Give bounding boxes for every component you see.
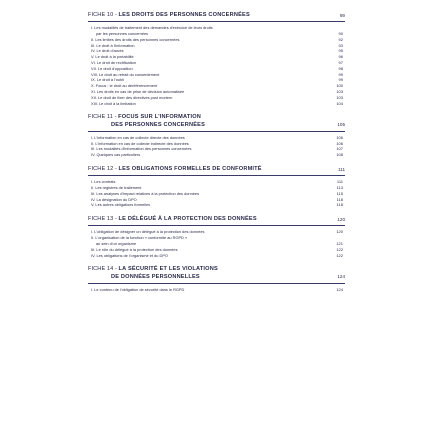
fiche-rule (88, 21, 345, 22)
fiche-title-line-2: DES PERSONNES CONCERNÉES (111, 121, 206, 128)
toc-entry-page: 97 (338, 59, 343, 65)
fiche-page-number: 105 (337, 122, 345, 128)
fiche-13 (88, 216, 345, 258)
toc-entry-text: VI. Le droit de rectification (91, 59, 136, 65)
toc-entry-text: IV. Quelques cas particuliers (91, 152, 141, 158)
fiche-title: LA SÉCURITÉ ET LES VIOLATIONS (118, 266, 218, 273)
fiche-items (88, 135, 345, 158)
toc-entry[interactable] (88, 253, 345, 259)
toc-entry-page: 111 (336, 179, 343, 185)
toc-entry-text: III. Les analyses d'impact relatives à la protection des données (91, 190, 200, 196)
toc-entry[interactable] (88, 101, 345, 107)
toc-entry-page: 106 (336, 140, 343, 146)
toc-entry[interactable] (88, 152, 345, 158)
toc-entry-text: IV. Les obligations de l'organisme et du DPO (91, 252, 168, 258)
fiche-title: FOCUS SUR L'INFORMATION (118, 114, 202, 121)
toc-entry-page: 107 (336, 146, 343, 152)
fiche-rule (88, 131, 345, 132)
fiche-title-line-2: DE DONNÉES PERSONNELLES (111, 273, 200, 280)
toc-entry-page: 98 (338, 65, 343, 71)
toc-entry-page: 90 (338, 31, 343, 36)
toc-entry[interactable] (88, 202, 345, 208)
table-of-contents (88, 12, 345, 293)
toc-entry-text: I. L'information en cas de collecte directe des données (91, 134, 185, 140)
fiche-items (88, 229, 345, 258)
fiche-items (88, 287, 345, 293)
toc-entry-page: 103 (336, 94, 343, 100)
toc-entry-page: 95 (338, 48, 343, 54)
toc-entry-text: I. Les contrats (91, 179, 116, 185)
toc-entry-page: 92 (338, 36, 343, 42)
toc-entry-text: X. Focus : le droit au déréférencement (91, 83, 158, 89)
toc-entry-text: I. Les modalités de traitement des demandes d'exercice de leurs droits (91, 25, 213, 31)
fiche-11 (88, 114, 345, 158)
fiche-title: LE DÉLÉGUÉ À LA PROTECTION DES DONNÉES (118, 216, 257, 223)
toc-entry-text: IV. Le droit d'accès (91, 48, 124, 54)
toc-entry-page: 120 (336, 229, 343, 235)
fiche-label: FICHE 14 - (88, 266, 117, 273)
fiche-heading[interactable] (88, 12, 345, 19)
fiche-page-number: 124 (337, 274, 345, 280)
toc-entry[interactable] (88, 287, 345, 293)
toc-entry-text: XI. Les droits en cas de prise de décision automatisée (91, 88, 185, 94)
toc-entry-text: V. Le droit à la portabilité (91, 54, 134, 60)
toc-entry-text: IV. La désignation du DPO (91, 196, 137, 202)
fiche-label: FICHE 11 - (88, 114, 117, 121)
toc-entry-page: 96 (338, 54, 343, 60)
toc-entry-page: 99 (338, 77, 343, 83)
toc-entry-page: 115 (336, 190, 343, 196)
fiche-rule (88, 175, 345, 176)
fiche-items (88, 179, 345, 208)
toc-entry-page: 121 (336, 240, 343, 246)
toc-entry-page: 103 (336, 88, 343, 94)
fiche-rule (88, 225, 345, 226)
fiche-items (88, 25, 345, 106)
toc-entry-text: II. Les limites des droits des personnes concernées (91, 36, 180, 42)
toc-entry-text: I. L'obligation de désigner un délégué à la protection des données (91, 229, 205, 235)
toc-entry-text: IX. Le droit à l'oubli (91, 77, 124, 83)
fiche-title: LES OBLIGATIONS FORMELLES DE CONFORMITÉ (118, 165, 262, 172)
fiche-label: FICHE 13 - (88, 216, 117, 223)
toc-entry-text: par les personnes concernées (96, 31, 149, 36)
toc-entry-page: 113 (336, 184, 343, 190)
fiche-10 (88, 12, 345, 106)
fiche-label: FICHE 12 - (88, 165, 117, 172)
spacer (88, 158, 345, 166)
toc-entry-page: 108 (336, 152, 343, 158)
fiche-page-number: 120 (337, 217, 345, 223)
fiche-page-number: 111 (338, 166, 345, 172)
fiche-title: LES DROITS DES PERSONNES CONCERNÉES (118, 12, 250, 18)
toc-entry-text: II. L'information en cas de collecte indirecte des données (91, 140, 189, 146)
toc-entry-page: 124 (336, 286, 343, 292)
spacer (88, 208, 345, 216)
toc-entry-page: 93 (338, 42, 343, 48)
toc-entry-page: 122 (336, 252, 343, 258)
fiche-heading[interactable] (88, 266, 345, 280)
toc-entry-text: VII. Le droit d'opposition (91, 65, 133, 71)
fiche-heading[interactable] (88, 114, 345, 128)
toc-entry-page: 100 (336, 83, 343, 89)
fiche-page-number: 89 (339, 13, 345, 18)
fiche-rule (88, 283, 345, 284)
toc-entry-text: au sein d'un organisme (96, 240, 137, 246)
toc-entry-text: II. L'organisation de la fonction « conformité au RGPD » (91, 235, 188, 241)
toc-entry-text: III. Le rôle du délégué à la protection des données (91, 246, 178, 252)
toc-entry-text: III. Les modalités d'information des personnes concernées (91, 146, 192, 152)
toc-entry-page: 118 (336, 202, 343, 208)
toc-entry-page: 118 (336, 196, 343, 202)
fiche-label: FICHE 10 - (88, 12, 117, 18)
toc-entry-text: XII. Le droit de fixer des directives post mortem (91, 94, 173, 100)
toc-entry-text: V. Les autres obligations formelles (91, 202, 151, 208)
toc-entry-page: 99 (338, 71, 343, 77)
toc-entry-page: 106 (336, 134, 343, 140)
fiche-12 (88, 166, 345, 208)
spacer (88, 106, 345, 114)
fiche-heading[interactable] (88, 216, 345, 223)
toc-entry-text: XIII. Le droit à la limitation (91, 100, 136, 106)
toc-entry-text: II. Les registres de traitement (91, 184, 142, 190)
fiche-14 (88, 266, 345, 292)
toc-entry-page: 104 (336, 100, 343, 106)
toc-entry-text: I. Le contenu de l'obligation de sécurité dans le RGPD (91, 286, 185, 292)
toc-entry-text: VIII. Le droit au retrait du consentement (91, 71, 160, 77)
toc-entry-page: 122 (336, 246, 343, 252)
fiche-heading[interactable] (88, 166, 345, 173)
toc-entry-text: III. Le droit à l'information (91, 42, 135, 48)
